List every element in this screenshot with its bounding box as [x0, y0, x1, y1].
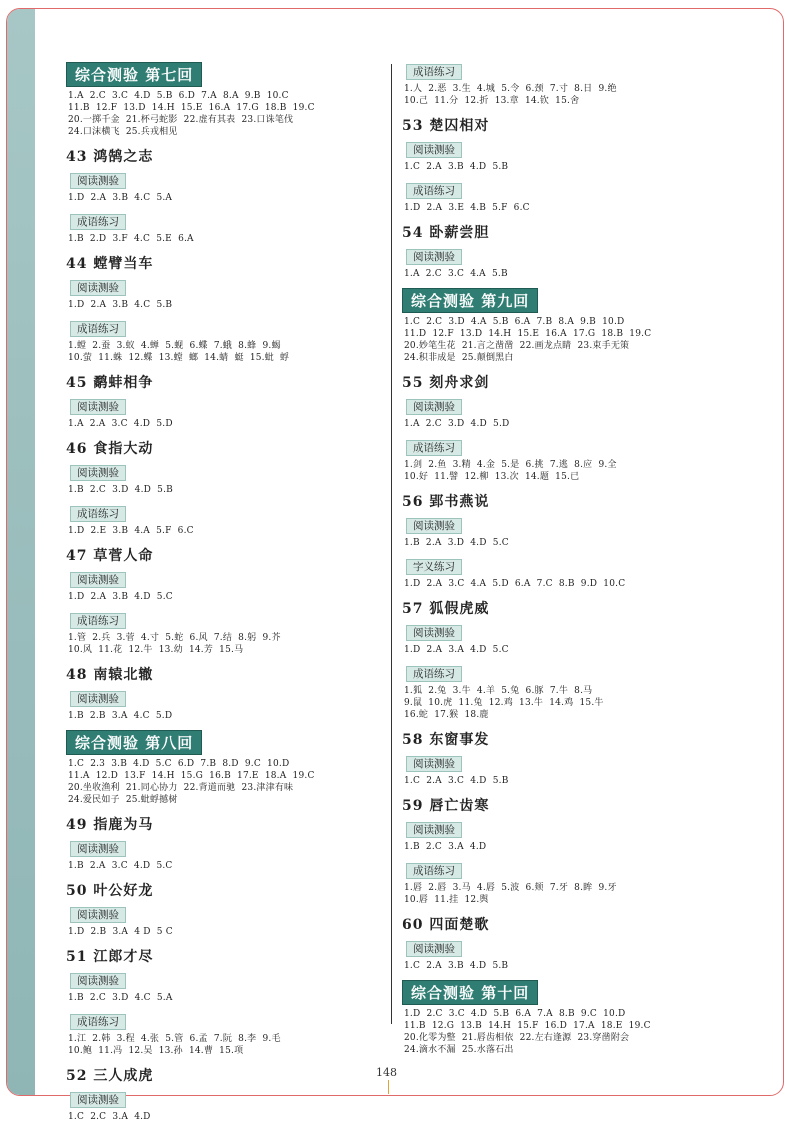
- answer-line: 1.B 2.C 3.D 4.C 5.A: [68, 993, 173, 1003]
- answer-line: 1.D 2.A 3.B 4.C 5.A: [68, 193, 173, 203]
- answer-line: 1.C 2.C 3.A 4.D: [68, 1112, 151, 1122]
- answer-line: 11.A 12.D 13.F 14.H 15.G 16.B 17.E 18.A 19.C: [68, 771, 315, 781]
- story-title: 60 四面楚歌: [402, 917, 490, 933]
- answer-line: 10.风 11.花 12.牛 13.幼 14.芳 15.马: [68, 645, 244, 655]
- answer-line: 1.A 2.C 3.C 4.A 5.B: [404, 269, 508, 279]
- exercise-tag: 成语练习: [406, 440, 462, 456]
- answer-line: 1.C 2.3 3.B 4.D 5.C 6.D 7.B 8.D 9.C 10.D: [68, 759, 290, 769]
- answer-line: 10.鲍 11.冯 12.吴 13.孙 14.曹 15.项: [68, 1046, 244, 1056]
- answer-line: 1.D 2.B 3.A 4 D 5 C: [68, 927, 173, 937]
- story-title: 59 唇亡齿寒: [402, 798, 490, 814]
- answer-line: 1.D 2.A 3.B 4.C 5.B: [68, 300, 173, 310]
- story-title: 55 刻舟求剑: [402, 375, 490, 391]
- page-number: 148: [376, 1066, 397, 1079]
- answer-line: 1.人 2.恶 3.生 4.城 5.令 6.颈 7.寸 8.日 9.绝: [404, 84, 617, 94]
- answer-line: 1.C 2.A 3.B 4.D 5.B: [404, 162, 509, 172]
- exercise-tag: 字义练习: [406, 559, 462, 575]
- exercise-tag: 阅读测验: [70, 572, 126, 588]
- exercise-tag: 阅读测验: [406, 756, 462, 772]
- exercise-tag: 成语练习: [406, 863, 462, 879]
- answer-line: 11.D 12.F 13.D 14.H 15.E 16.A 17.G 18.B 19.C: [404, 329, 652, 339]
- answer-line: 20.化零为整 21.唇齿相依 22.左右逢源 23.穿凿附会: [404, 1033, 630, 1043]
- exercise-tag: 成语练习: [70, 214, 126, 230]
- answer-line: 20.坐收渔利 21.同心协力 22.背道而驰 23.津津有味: [68, 783, 294, 793]
- exercise-tag: 阅读测验: [70, 173, 126, 189]
- story-title: 50 叶公好龙: [66, 883, 154, 899]
- exercise-tag: 阅读测验: [406, 399, 462, 415]
- answer-line: 9.鼠 10.虎 11.兔 12.鸡 13.牛 14.鸡 15.牛: [404, 698, 604, 708]
- answer-line: 10.萤 11.蛛 12.蝶 13.螳 螂 14.蜻 蜓 15.蚍 蜉: [68, 353, 290, 363]
- answer-line: 1.D 2.A 3.A 4.D 5.C: [404, 645, 509, 655]
- exercise-tag: 阅读测验: [70, 1092, 126, 1108]
- answer-line: 24.爱民如子 25.蚍蜉撼树: [68, 795, 178, 805]
- story-title: 46 食指大动: [66, 441, 154, 457]
- story-title: 45 鹬蚌相争: [66, 375, 154, 391]
- answer-line: 24.积非成是 25.颠倒黑白: [404, 353, 514, 363]
- section-banner: 综合测验 第九回: [402, 288, 538, 313]
- exercise-tag: 阅读测验: [406, 822, 462, 838]
- answer-line: 1.D 2.A 3.B 4.D 5.C: [68, 592, 173, 602]
- exercise-tag: 阅读测验: [406, 625, 462, 641]
- answer-line: 1.A 2.C 3.C 4.D 5.B 6.D 7.A 8.A 9.B 10.C: [68, 91, 289, 101]
- answer-line: 20.妙笔生花 21.言之凿凿 22.画龙点睛 23.束手无策: [404, 341, 630, 351]
- exercise-tag: 阅读测验: [70, 280, 126, 296]
- answer-line: 1.剑 2.鱼 3.精 4.金 5.是 6.挑 7.逃 8.应 9.全: [404, 460, 617, 470]
- answer-line: 1.D 2.A 3.C 4.A 5.D 6.A 7.C 8.B 9.D 10.C: [404, 579, 626, 589]
- answer-line: 20.一掷千金 21.杯弓蛇影 22.虚有其表 23.口诛笔伐: [68, 115, 294, 125]
- answer-line: 1.D 2.E 3.B 4.A 5.F 6.C: [68, 526, 194, 536]
- exercise-tag: 成语练习: [70, 321, 126, 337]
- exercise-tag: 成语练习: [406, 666, 462, 682]
- exercise-tag: 阅读测验: [406, 249, 462, 265]
- story-title: 44 螳臂当车: [66, 256, 154, 272]
- exercise-tag: 成语练习: [406, 183, 462, 199]
- answer-line: 1.狐 2.兔 3.牛 4.羊 5.兔 6.豚 7.牛 8.马: [404, 686, 593, 696]
- answer-line: 1.江 2.韩 3.程 4.张 5.管 6.孟 7.阮 8.李 9.毛: [68, 1034, 281, 1044]
- answer-line: 1.A 2.A 3.C 4.D 5.D: [68, 419, 173, 429]
- right-column: [402, 60, 732, 1062]
- section-banner: 综合测验 第七回: [66, 62, 202, 87]
- answer-line: 1.C 2.C 3.D 4.A 5.B 6.A 7.B 8.A 9.B 10.D: [404, 317, 625, 327]
- story-title: 56 郢书燕说: [402, 494, 490, 510]
- exercise-tag: 成语练习: [406, 64, 462, 80]
- story-title: 43 鸿鹄之志: [66, 149, 154, 165]
- answer-line: 1.B 2.A 3.C 4.D 5.C: [68, 861, 173, 871]
- story-title: 57 狐假虎威: [402, 601, 490, 617]
- story-title: 52 三人成虎: [66, 1068, 154, 1084]
- left-color-bar: [7, 9, 35, 1095]
- answer-line: 1.B 2.B 3.A 4.C 5.D: [68, 711, 173, 721]
- answer-line: 1.管 2.兵 3.菅 4.寸 5.蛇 6.风 7.结 8.躬 9.芥: [68, 633, 281, 643]
- exercise-tag: 阅读测验: [70, 399, 126, 415]
- answer-line: 16.蛇 17.猴 18.鹿: [404, 710, 489, 720]
- exercise-tag: 阅读测验: [70, 465, 126, 481]
- exercise-tag: 阅读测验: [70, 691, 126, 707]
- left-column: [66, 60, 384, 1129]
- answer-line: 1.D 2.A 3.E 4.B 5.F 6.C: [404, 203, 530, 213]
- answer-line: 1.C 2.A 3.B 4.D 5.B: [404, 961, 509, 971]
- story-title: 58 东窗事发: [402, 732, 490, 748]
- answer-line: 1.B 2.C 3.D 4.D 5.B: [68, 485, 173, 495]
- answer-line: 1.C 2.A 3.C 4.D 5.B: [404, 776, 509, 786]
- exercise-tag: 成语练习: [70, 1014, 126, 1030]
- exercise-tag: 阅读测验: [406, 941, 462, 957]
- story-title: 51 江郎才尽: [66, 949, 154, 965]
- answer-line: 11.B 12.G 13.B 14.H 15.F 16.D 17.A 18.E 19.C: [404, 1021, 651, 1031]
- exercise-tag: 阅读测验: [70, 841, 126, 857]
- answer-line: 11.B 12.F 13.D 14.H 15.E 16.A 17.G 18.B 19.C: [68, 103, 315, 113]
- column-divider: [391, 64, 392, 1024]
- story-title: 48 南辕北辙: [66, 667, 154, 683]
- answer-line: 1.B 2.A 3.D 4.D 5.C: [404, 538, 509, 548]
- story-title: 47 草菅人命: [66, 548, 154, 564]
- answer-line: 24.口沫横飞 25.兵戎相见: [68, 127, 178, 137]
- answer-line: 1.B 2.D 3.F 4.C 5.E 6.A: [68, 234, 194, 244]
- story-title: 49 指鹿为马: [66, 817, 154, 833]
- answer-line: 1.A 2.C 3.D 4.D 5.D: [404, 419, 510, 429]
- answer-line: 24.滴水不漏 25.水落石出: [404, 1045, 514, 1055]
- exercise-tag: 成语练习: [70, 506, 126, 522]
- answer-line: 10.好 11.譬 12.柳 13.次 14.题 15.已: [404, 472, 580, 482]
- exercise-tag: 成语练习: [70, 613, 126, 629]
- page-number-tick: [388, 1080, 389, 1094]
- story-title: 53 楚囚相对: [402, 118, 490, 134]
- exercise-tag: 阅读测验: [406, 518, 462, 534]
- answer-line: 10.唇 11.挂 12.舆: [404, 895, 489, 905]
- answer-line: 1.螳 2.蚕 3.蚁 4.蝉 5.蚬 6.蝶 7.蛾 8.蜂 9.蝎: [68, 341, 281, 351]
- exercise-tag: 阅读测验: [70, 973, 126, 989]
- section-banner: 综合测验 第八回: [66, 730, 202, 755]
- story-title: 54 卧薪尝胆: [402, 225, 490, 241]
- answer-line: 1.D 2.C 3.C 4.D 5.B 6.A 7.A 8.B 9.C 10.D: [404, 1009, 626, 1019]
- section-banner: 综合测验 第十回: [402, 980, 538, 1005]
- exercise-tag: 阅读测验: [406, 142, 462, 158]
- answer-line: 1.唇 2.唇 3.马 4.唇 5.波 6.颊 7.牙 8.眸 9.牙: [404, 883, 617, 893]
- answer-line: 10.己 11.分 12.折 13.章 14.钦 15.舍: [404, 96, 580, 106]
- answer-line: 1.B 2.C 3.A 4.D: [404, 842, 487, 852]
- exercise-tag: 阅读测验: [70, 907, 126, 923]
